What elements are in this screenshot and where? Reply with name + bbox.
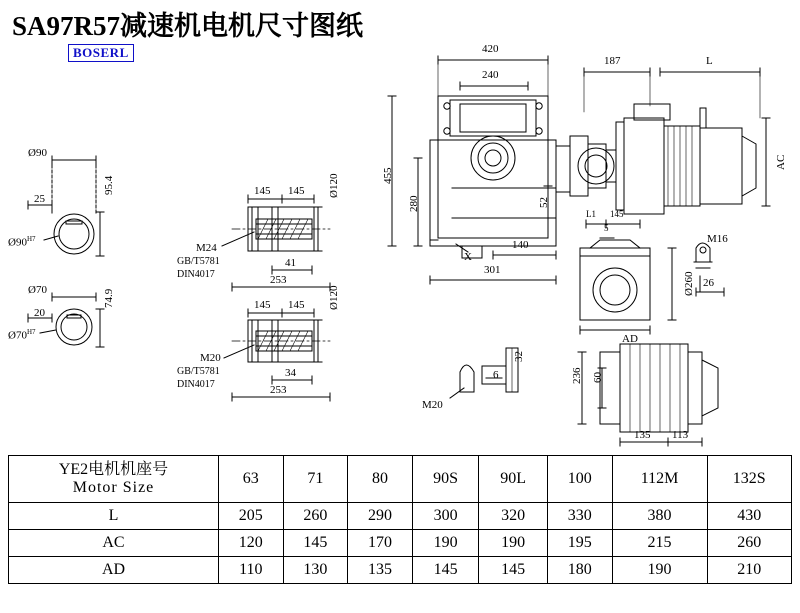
label-dim-L-main: L <box>706 55 713 67</box>
label-dim-187: 187 <box>604 55 621 67</box>
table-row-label-AD: AD <box>9 557 219 584</box>
label-dim-301: 301 <box>484 264 501 276</box>
label-din4017-2: DIN4017 <box>177 379 215 390</box>
table-cell: 320 <box>479 503 548 530</box>
table-col-7: 132S <box>707 456 791 503</box>
table-cell: 330 <box>547 503 612 530</box>
motor-size-table <box>8 455 792 584</box>
table-cell: 190 <box>412 530 479 557</box>
label-dim-60: 60 <box>592 372 604 383</box>
gearbox-main-view <box>388 56 770 284</box>
table-row-label-L: L <box>9 503 219 530</box>
table-cell: 145 <box>412 557 479 584</box>
key-detail <box>450 348 518 398</box>
label-dim-113: 113 <box>672 429 689 441</box>
table-cell: 190 <box>612 557 707 584</box>
table-cell: 260 <box>283 503 348 530</box>
shaft-90-view <box>28 156 104 256</box>
table-cell: 430 <box>707 503 791 530</box>
label-m20-b: M20 <box>422 399 443 411</box>
label-key-top-d120: Ø120 <box>328 173 340 198</box>
label-m24: M24 <box>196 242 217 254</box>
table-cell: 290 <box>348 503 413 530</box>
table-header-cn: YE2电机机座号 <box>58 460 169 478</box>
label-dim-240: 240 <box>482 69 499 81</box>
label-dim-5: 5 <box>604 223 609 233</box>
table-cell: 170 <box>348 530 413 557</box>
label-dim-X: X <box>464 251 472 263</box>
label-dim-253-2: 253 <box>270 384 287 396</box>
table-col-6: 112M <box>612 456 707 503</box>
table-col-0: 63 <box>219 456 284 503</box>
table-cell: 260 <box>707 530 791 557</box>
label-key-bot-d120: Ø120 <box>328 285 340 310</box>
label-dim-34: 34 <box>285 367 296 379</box>
table-cell: 210 <box>707 557 791 584</box>
table-row <box>9 530 792 557</box>
table-cell: 190 <box>479 530 548 557</box>
label-d90-top: Ø90 <box>28 147 47 159</box>
label-dim-32: 32 <box>513 351 525 362</box>
label-dim-253-1: 253 <box>270 274 287 286</box>
label-dim-20: 20 <box>34 307 45 319</box>
table-cell: 110 <box>219 557 284 584</box>
label-d70-top: Ø70 <box>28 284 47 296</box>
table-cell: 145 <box>479 557 548 584</box>
label-dim-145c: 145 <box>610 209 624 219</box>
table-row <box>9 557 792 584</box>
table-cell: 135 <box>348 557 413 584</box>
label-d70-h7: $Ø70^{H7}$ <box>8 328 36 342</box>
table-row <box>9 503 792 530</box>
table-cell: 380 <box>612 503 707 530</box>
label-dim-280: 280 <box>408 195 420 212</box>
table-cell: 130 <box>283 557 348 584</box>
label-gbt5781-2: GB/T5781 <box>177 366 220 377</box>
label-dim-L1: L1 <box>586 209 596 219</box>
page-title: SA97R57减速机电机尺寸图纸 <box>12 11 364 41</box>
label-m16: M16 <box>707 233 728 245</box>
label-dim-AD: AD <box>622 333 638 345</box>
label-din4017-1: DIN4017 <box>177 269 215 280</box>
label-key-top-145a: 145 <box>254 185 271 197</box>
label-dim-26: 26 <box>703 277 714 289</box>
table-cell: 300 <box>412 503 479 530</box>
table-col-3: 90S <box>412 456 479 503</box>
table-col-2: 80 <box>348 456 413 503</box>
table-header-label <box>9 456 219 503</box>
label-m20-a: M20 <box>200 352 221 364</box>
shaft-70-view <box>28 293 104 347</box>
label-dim-420: 420 <box>482 43 499 55</box>
table-cell: 195 <box>547 530 612 557</box>
table-header-en: Motor Size <box>72 479 155 496</box>
label-dim-41: 41 <box>285 257 296 269</box>
label-key-top-145b: 145 <box>288 185 305 197</box>
label-dim-6: 6 <box>493 369 499 381</box>
label-dim-236: 236 <box>571 367 583 384</box>
table-col-5: 100 <box>547 456 612 503</box>
label-dim-135: 135 <box>634 429 651 441</box>
label-dim-140: 140 <box>512 239 529 251</box>
label-key-bot-145b: 145 <box>288 299 305 311</box>
label-dim-95-4: 95.4 <box>103 175 115 195</box>
label-dim-d260: Ø260 <box>683 271 695 296</box>
label-dim-AC: AC <box>775 154 787 170</box>
label-dim-52: 52 <box>538 197 550 208</box>
table-col-4: 90L <box>479 456 548 503</box>
label-dim-74-9: 74.9 <box>103 288 115 308</box>
table-cell: 180 <box>547 557 612 584</box>
flange-end-view <box>580 240 676 334</box>
table-cell: 215 <box>612 530 707 557</box>
label-d90-h7: $Ø90^{H7}$ <box>8 235 36 249</box>
label-key-bot-145a: 145 <box>254 299 271 311</box>
label-dim-25: 25 <box>34 193 45 205</box>
table-cell: 205 <box>219 503 284 530</box>
table-cell: 120 <box>219 530 284 557</box>
table-row-label-AC: AC <box>9 530 219 557</box>
table-header-row <box>9 456 792 503</box>
table-col-1: 71 <box>283 456 348 503</box>
brand-logo: BOSERL <box>68 44 134 62</box>
label-dim-455: 455 <box>382 167 394 184</box>
table-cell: 145 <box>283 530 348 557</box>
label-gbt5781-1: GB/T5781 <box>177 256 220 267</box>
